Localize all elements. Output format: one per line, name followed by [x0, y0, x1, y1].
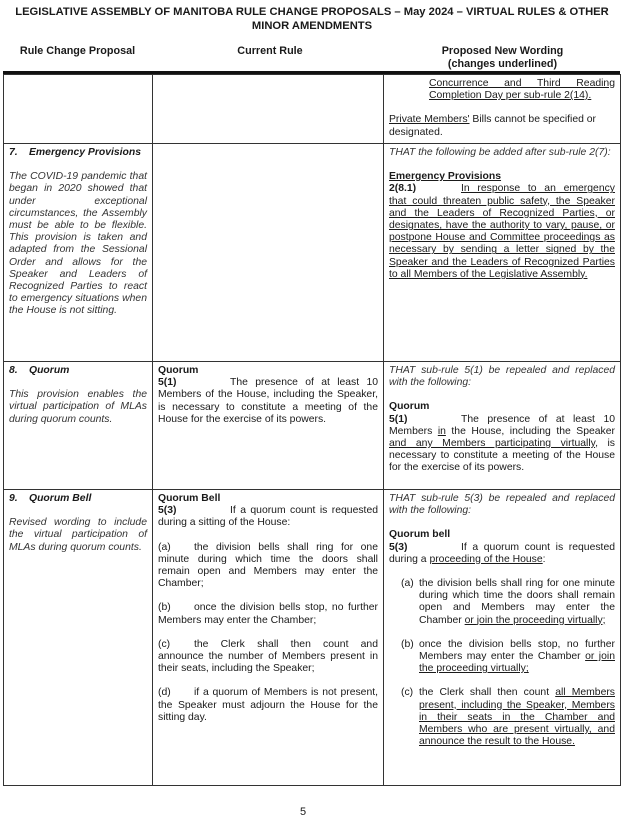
table-row-continued [4, 75, 621, 144]
rule-heading: Emergency Provisions [389, 171, 502, 183]
rule-number: 5(1) [158, 377, 177, 389]
item-heading [9, 365, 147, 377]
plain-text: The presence of at least 10 Members [389, 413, 615, 437]
underlined-text: or join the proceeding virtually; [464, 614, 606, 626]
clause-c [158, 639, 378, 676]
clause-text: the division bells shall ring for one minute during which time the doors shall remain open and Members may enter the Chamber [419, 578, 615, 626]
clause-a [389, 578, 615, 627]
plain-text: Bills cannot be specified or designated. [389, 114, 597, 138]
cell-proposed-wording [384, 144, 621, 362]
rule-text [158, 505, 378, 529]
table-row-emergency-provisions [4, 144, 621, 362]
underlined-text: or join the proceeding virtually; [419, 651, 615, 675]
private-members-note [389, 114, 615, 138]
amendment-intro: THAT sub-rule 5(3) be repealed and replaced with the following: [389, 493, 615, 517]
plain-text: If a quorum count is requested during a [389, 541, 615, 565]
continued-text: Concurrence and Third Reading Completion Day per sub-rule 2(14). [429, 78, 615, 102]
clause-b [158, 602, 378, 626]
item-heading [9, 493, 147, 505]
document-title [0, 5, 624, 33]
clause-label: (c) [401, 687, 414, 699]
plain-text: , is necessary to constitute a meeting of the House for the exercise of its powers. [389, 438, 615, 474]
clause-label: (d) [158, 687, 171, 699]
cell-proposal [4, 144, 153, 362]
clause-a [158, 542, 378, 591]
rule-heading: Quorum [158, 365, 199, 376]
underlined-text: Private Members' [389, 114, 470, 126]
underlined-text: and any Members participating virtually [389, 438, 596, 450]
amendment-intro: THAT sub-rule 5(1) be repealed and replaced with the following: [389, 365, 615, 389]
rule-heading: Quorum Bell [158, 493, 221, 504]
rationale: Revised wording to include the virtual participation of MLAs during quorum counts. [9, 517, 147, 553]
cell-proposal [4, 75, 153, 144]
clause-label: (a) [401, 578, 414, 590]
rule-body: In response to an emergency that could threaten public safety, the Speaker and the Leaders of Recognized Parties, or designates, have the authority to vary, pause, or postpone House and Committee proceedings as necessary by sending a letter signed by the Speaker and the Leaders of Recognized Parties to all Members of the Legislative Assembly. [389, 183, 615, 280]
underlined-text: all Members present, including the Speaker, Members in their seats in the Chamber and Members who are present virtually, and announce the result to the House. [419, 687, 615, 748]
cell-proposed-wording [384, 75, 621, 144]
table-row-quorum [4, 362, 621, 490]
clause-d [158, 687, 378, 724]
clause-c [389, 687, 615, 748]
table-row-quorum-bell [4, 490, 621, 786]
rule-number: 2(8.1) [389, 183, 417, 195]
page-number: 5 [299, 806, 307, 818]
item-number: 9. [9, 493, 18, 504]
cell-proposed-wording [384, 362, 621, 490]
rule-body: The presence of at least 10 Members of the House, including the Speaker, is necessary to constitute a meeting of the House for the exercise of its powers. [158, 377, 378, 425]
clause-b [389, 639, 615, 676]
plain-text: the House, including the Speaker [445, 425, 615, 437]
cell-current-rule [153, 75, 384, 144]
column-header-line-2: (changes underlined) [447, 57, 558, 70]
clause-label: (b) [158, 602, 171, 614]
cell-proposed-wording [384, 490, 621, 786]
clause-label: (a) [158, 541, 171, 553]
item-title: Quorum [29, 365, 70, 376]
plain-text: : [542, 553, 546, 565]
rationale: The COVID-19 pandemic that began in 2020 showed that under exceptional circumstances, the Assembly must be able to be flexible. This provision is taken and adapted from the Sessional Order and allows for the Speaker and Leaders of Recognized Parties to react to emergency situations when the House is not sitting. [9, 171, 147, 317]
rule-change-table [3, 74, 621, 786]
item-number: 8. [9, 365, 18, 376]
rule-body: If a quorum count is requested during a sitting of the House: [158, 505, 378, 529]
column-header-line-1: Proposed New Wording [441, 45, 564, 57]
amendment-intro: THAT the following be added after sub-rule 2(7): [389, 147, 611, 158]
clause-text: once the division bells stop, no further Members may enter the Chamber [419, 638, 615, 663]
clause-text: the Clerk shall then count [419, 687, 556, 699]
underlined-text: proceeding of the House [429, 553, 543, 565]
clause-label: (b) [401, 638, 414, 650]
item-number: 7. [9, 147, 18, 158]
rule-number: 5(3) [158, 505, 177, 517]
cell-proposal [4, 490, 153, 786]
cell-current-rule [153, 362, 384, 490]
cell-proposal [4, 362, 153, 490]
clause-text: once the division bells stop, no further Members may enter the Chamber; [158, 602, 378, 626]
item-title: Emergency Provisions [29, 147, 142, 158]
cell-current-rule [153, 490, 384, 786]
rule-heading: Quorum [389, 401, 430, 413]
column-header-current-rule: Current Rule [237, 45, 303, 57]
underlined-text: in [437, 425, 446, 437]
clause-text: the division bells shall ring for one minute during which time the doors shall remain open and Members may enter the Chamber; [158, 541, 378, 590]
cell-current-rule [153, 144, 384, 362]
item-title: Quorum Bell [29, 493, 92, 504]
rule-number: 5(3) [389, 541, 408, 553]
column-header-proposed-new-wording [385, 45, 620, 70]
rule-number: 5(1) [389, 413, 408, 425]
clause-label: (c) [158, 638, 171, 650]
clause-text: the Clerk shall then count and announce the number of Members present in their seats, including the Speaker; [158, 638, 378, 675]
rule-text [389, 414, 615, 475]
clause-text: if a quorum of Members is not present, the Speaker must adjourn the House for the sitting day. [158, 687, 378, 723]
rationale: This provision enables the virtual participation of MLAs during quorum counts. [9, 389, 147, 425]
title-line-1: LEGISLATIVE ASSEMBLY OF MANITOBA RULE CHANGE PROPOSALS – May 2024 – VIRTUAL RULES & OTHER [15, 6, 609, 18]
column-header-rule-change-proposal: Rule Change Proposal [19, 45, 136, 57]
rule-text [389, 542, 615, 566]
rule-heading: Quorum bell [389, 529, 451, 541]
rule-text [158, 377, 378, 426]
rule-text [389, 183, 615, 281]
title-line-2: MINOR AMENDMENTS [251, 20, 373, 32]
item-heading [9, 147, 147, 159]
